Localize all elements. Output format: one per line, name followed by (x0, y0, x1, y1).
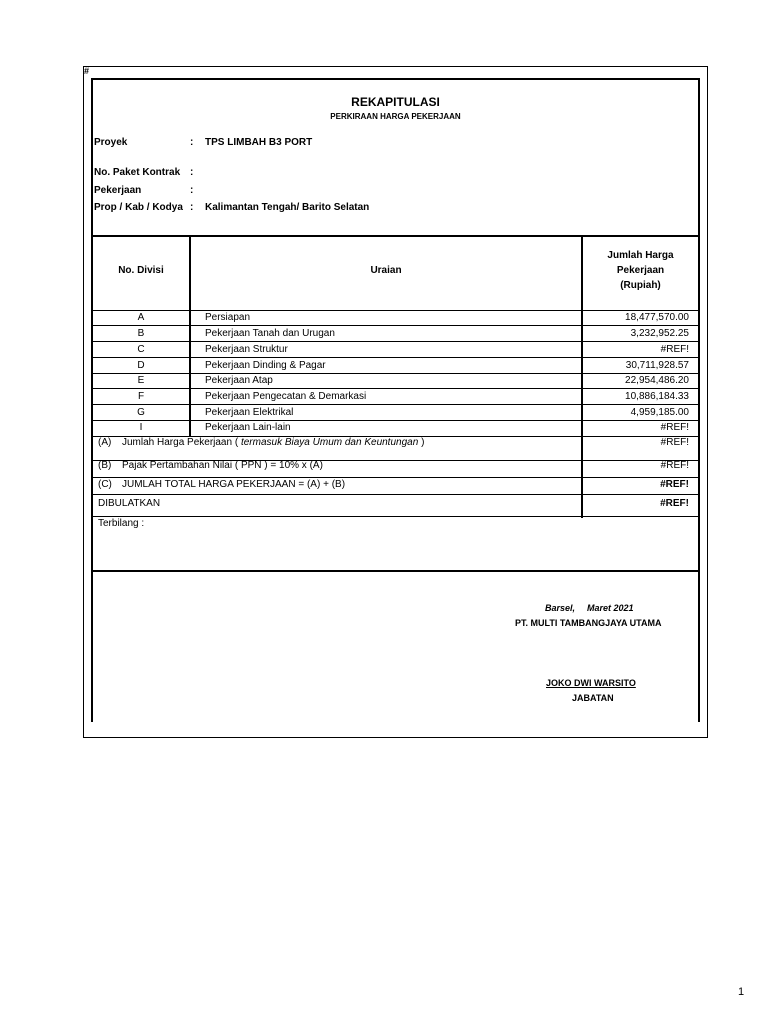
row-uraian: Pekerjaan Atap (205, 375, 273, 386)
signature-date: Maret 2021 (587, 603, 634, 613)
row-uraian: Pekerjaan Tanah dan Urugan (205, 328, 335, 339)
frame-right (707, 66, 708, 738)
proyek-label: Proyek (94, 137, 128, 148)
row-jumlah: 4,959,185.00 (630, 407, 689, 418)
summary-line-c (91, 494, 700, 495)
summary-c-label: (C) (98, 479, 112, 490)
row-uraian: Persiapan (205, 312, 251, 323)
pekerjaan-colon: : (190, 185, 194, 196)
terbilang-label: Terbilang : (98, 518, 145, 529)
summary-line-d (91, 516, 700, 517)
lokasi-colon: : (190, 202, 194, 213)
col-header-no: No. Divisi (118, 265, 164, 276)
row-no: A (137, 312, 145, 323)
summary-a-italic: termasuk Biaya Umum dan Keuntungan (240, 437, 419, 448)
frame-bottom (83, 737, 708, 738)
paket-label: No. Paket Kontrak (94, 167, 181, 178)
proyek-colon: : (190, 137, 194, 148)
row-uraian: Pekerjaan Struktur (205, 344, 288, 355)
summary-a-label: (A) (98, 437, 112, 448)
frame-left (83, 66, 84, 738)
signature-place-text: Barsel, (545, 603, 576, 613)
row-uraian: Pekerjaan Elektrikal (205, 407, 294, 418)
row-no: B (137, 328, 145, 339)
summary-a-text-main: Jumlah Harga Pekerjaan ( (122, 437, 239, 448)
summary-b-text: Pajak Pertambahan Nilai ( PPN ) = 10% x (A) (122, 460, 323, 471)
row-no: C (137, 344, 145, 355)
summary-b-value: #REF! (660, 460, 689, 471)
dibulatkan-label: DIBULATKAN (98, 498, 161, 509)
summary-a-text (122, 437, 424, 448)
row-no: E (137, 375, 145, 386)
page-title: REKAPITULASI (351, 95, 440, 109)
corner-mark: # (84, 66, 90, 76)
signature-place (545, 603, 575, 613)
proyek-value: TPS LIMBAH B3 PORT (205, 137, 313, 148)
terbilang-bottom-line (91, 570, 700, 572)
row-no: F (137, 391, 145, 402)
row-uraian: Pekerjaan Pengecatan & Demarkasi (205, 391, 367, 402)
signature-name: JOKO DWI WARSITO (546, 678, 636, 688)
lokasi-label: Prop / Kab / Kodya (94, 202, 183, 213)
row-uraian: Pekerjaan Lain-lain (205, 422, 291, 433)
row-jumlah: #REF! (660, 344, 689, 355)
dibulatkan-value: #REF! (660, 498, 689, 509)
summary-c-value: #REF! (660, 479, 689, 490)
col-header-uraian: Uraian (370, 265, 402, 276)
summary-b-label: (B) (98, 460, 112, 471)
row-no: G (137, 407, 145, 418)
row-jumlah: 3,232,952.25 (630, 328, 689, 339)
col-header-jumlah-2: Pekerjaan (616, 265, 665, 276)
col-header-jumlah-3: (Rupiah) (620, 280, 661, 291)
inner-right (698, 78, 700, 722)
page-subtitle: PERKIRAAN HARGA PEKERJAAN (330, 112, 461, 121)
table-top-line (91, 235, 700, 237)
pekerjaan-label: Pekerjaan (94, 185, 142, 196)
paket-colon: : (190, 167, 194, 178)
row-jumlah: 30,711,928.57 (625, 360, 689, 371)
signature-company: PT. MULTI TAMBANGJAYA UTAMA (515, 618, 662, 628)
lokasi-value: Kalimantan Tengah/ Barito Selatan (205, 202, 370, 213)
row-no: I (139, 422, 143, 433)
row-jumlah: #REF! (660, 422, 689, 433)
row-uraian: Pekerjaan Dinding & Pagar (205, 360, 326, 371)
row-jumlah: 22,954,486.20 (625, 375, 689, 386)
page-number: 1 (738, 986, 745, 998)
inner-top (91, 78, 700, 80)
col-header-jumlah-1: Jumlah Harga (607, 250, 674, 261)
summary-a-close: ) (421, 437, 425, 448)
row-jumlah: 18,477,570.00 (625, 312, 689, 323)
signature-position: JABATAN (572, 693, 614, 703)
summary-c-text: JUMLAH TOTAL HARGA PEKERJAAN = (A) + (B) (122, 479, 346, 490)
summary-line-b (91, 477, 700, 478)
row-no: D (137, 360, 145, 371)
frame-top (83, 66, 708, 67)
summary-a-value: #REF! (660, 437, 689, 448)
row-jumlah: 10,886,184.33 (625, 391, 689, 402)
